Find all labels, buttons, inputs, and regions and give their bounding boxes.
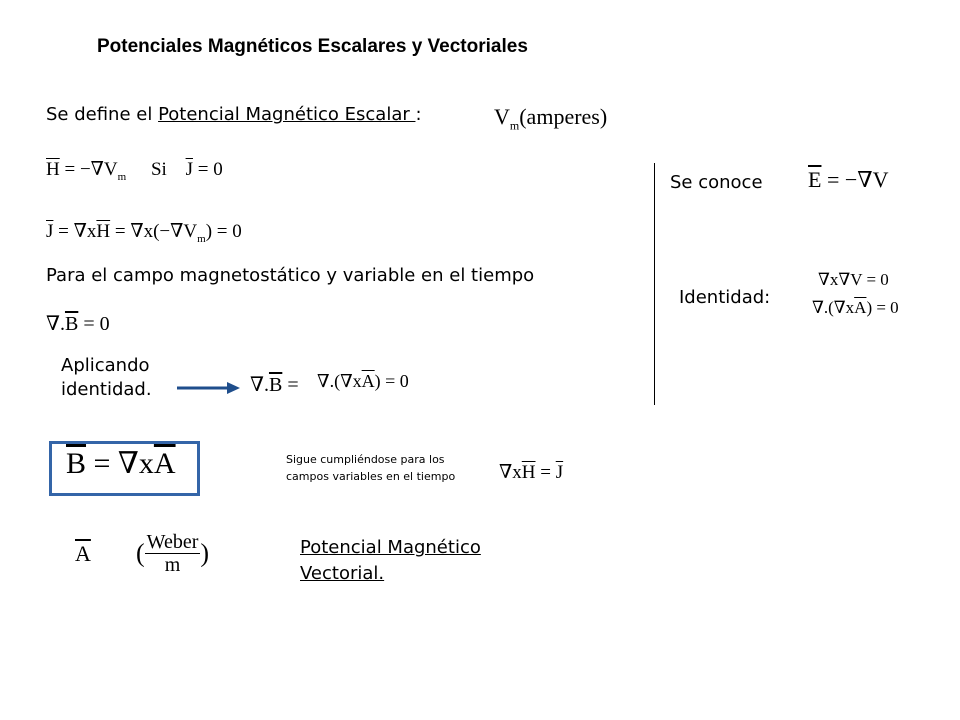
paren-close: ) xyxy=(200,538,210,568)
vector-potential-label xyxy=(300,535,481,587)
scalar-potential-link: Potencial Magnético Escalar xyxy=(158,104,416,125)
div-b2-post: = xyxy=(282,374,299,396)
boxed-a: $\overline{A}$ xyxy=(153,447,176,480)
e-vector: $\overline{E}$ xyxy=(808,167,822,192)
curl-h-mid: = xyxy=(535,462,556,483)
paren-open: ( xyxy=(136,538,145,568)
curl-h-j: $\overline{J}$ xyxy=(555,462,564,483)
boxed-mid: = ∇x xyxy=(86,447,154,480)
eq-h-rhs: = 0 xyxy=(192,159,223,180)
eq-h-mid: = −∇V xyxy=(59,159,118,180)
eq-e-gradient xyxy=(808,167,889,193)
curl-h-h: $\overline{H}$ xyxy=(521,462,536,483)
eq-e-rest: = −∇V xyxy=(821,167,889,192)
unit-den: m xyxy=(164,554,181,576)
eq-j-h: $\overline{H}$ xyxy=(96,221,111,242)
sigue-line-1: Sigue cumpliéndose para los xyxy=(286,453,445,466)
div-b-b: $\overline{B}$ xyxy=(64,313,79,335)
unit-num: Weber xyxy=(146,531,199,553)
eq-j-curl xyxy=(46,220,242,245)
identidad-label: Identidad: xyxy=(679,287,771,308)
div-curl-post: ) = 0 xyxy=(374,371,409,391)
vertical-divider xyxy=(654,163,655,405)
h-vector: $\overline{H}$ xyxy=(46,159,60,180)
define-suffix: : xyxy=(415,104,422,125)
eq-j-j: $\overline{J}$ xyxy=(46,221,54,242)
id2-a: $\overline{A}$ xyxy=(854,298,867,317)
vm-unit-formula xyxy=(494,104,607,133)
eq-div-curl-a xyxy=(317,371,409,392)
page-title: Potenciales Magnéticos Escalares y Vectoriales xyxy=(97,36,528,57)
identity-div-curl xyxy=(812,298,899,318)
aplicando-line-2: identidad. xyxy=(61,379,152,400)
curl-h-pre: ∇x xyxy=(499,462,522,483)
id2-post: ) = 0 xyxy=(866,298,899,317)
vm-unit: (amperes) xyxy=(519,104,608,129)
eq-j-p1: = ∇x xyxy=(53,221,97,242)
eq-curl-h-j xyxy=(499,461,563,484)
eq-h-si: Si xyxy=(150,159,167,180)
eq-div-b-2 xyxy=(250,372,299,397)
campo-text: Para el campo magnetostático y variable en el tiempo xyxy=(46,265,535,286)
define-prefix: Se define el xyxy=(46,104,159,125)
aplicando-text xyxy=(61,354,152,402)
a-vector-symbol: $\overline{A}$ xyxy=(75,541,91,566)
pot-vec-line-2: Vectorial. xyxy=(300,563,385,584)
eq-b-curl-a xyxy=(66,446,176,481)
div-curl-pre: ∇.(∇x xyxy=(317,371,362,391)
eq-j-p3: ) = 0 xyxy=(205,221,242,242)
id2-pre: ∇.(∇x xyxy=(812,298,855,317)
eq-h-gradient xyxy=(46,158,223,183)
eq-j-sub: m xyxy=(197,232,206,245)
vm-sub: m xyxy=(509,118,520,133)
unit-fraction xyxy=(145,531,201,576)
div-b2-b: $\overline{B}$ xyxy=(268,374,283,396)
eq-div-b xyxy=(46,311,110,336)
div-b-post: = 0 xyxy=(78,313,110,335)
div-b2-pre: ∇. xyxy=(250,374,269,396)
identity-curl-grad: ∇x∇V = 0 xyxy=(818,270,889,289)
div-curl-a: $\overline{A}$ xyxy=(361,371,375,391)
aplicando-line-1: Aplicando xyxy=(61,355,150,376)
se-conoce-label: Se conoce xyxy=(670,172,763,193)
define-line xyxy=(46,104,422,125)
pot-vec-line-1: Potencial Magnético xyxy=(300,537,481,558)
j-vector: $\overline{J}$ xyxy=(185,159,193,180)
eq-h-sub: m xyxy=(117,170,127,183)
weber-per-meter-unit xyxy=(136,531,209,576)
boxed-b: $\overline{B}$ xyxy=(66,447,87,480)
sigue-text xyxy=(286,451,455,485)
div-b-pre: ∇. xyxy=(46,313,65,335)
arrow-right-icon xyxy=(177,381,241,395)
vm-symbol: V xyxy=(494,104,510,129)
sigue-line-2: campos variables en el tiempo xyxy=(286,470,456,483)
eq-j-p2: = ∇x(−∇V xyxy=(110,221,198,242)
